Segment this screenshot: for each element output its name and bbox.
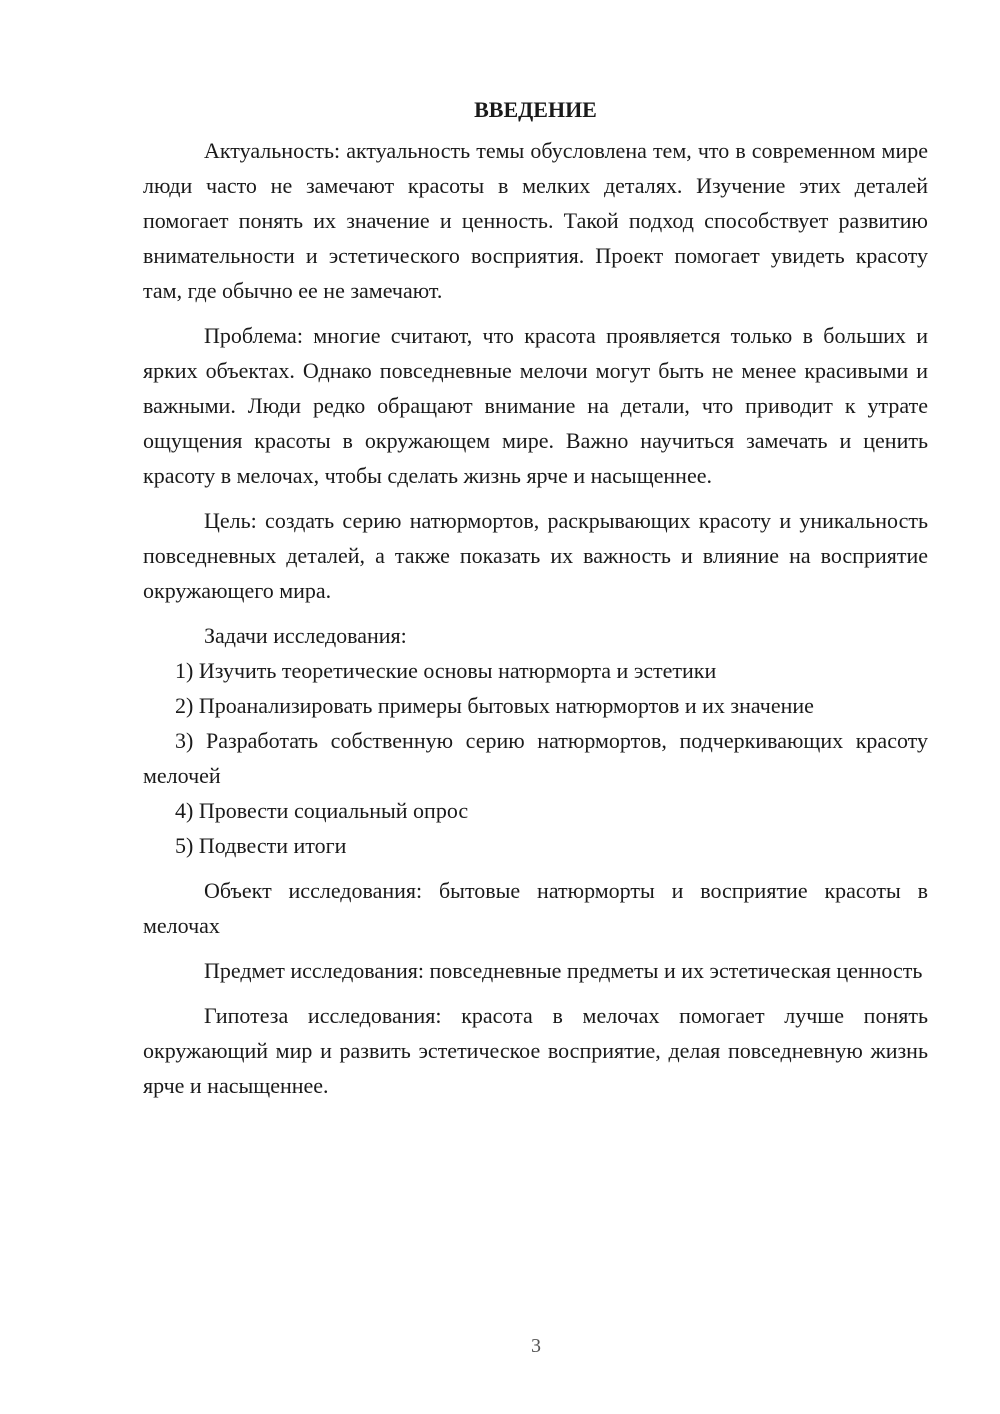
paragraph-object: Объект исследования: бытовые натюрморты и восприятие красоты в мелочах [143,878,928,938]
paragraph-subject: Предмет исследования: повседневные предметы и их эстетическая ценность [204,958,923,983]
paragraph-goal: Цель: создать серию натюрмортов, раскрывающих красоту и уникальность повседневных деталей, а также показать их важность и влияние на восприятие окружающего мира. [143,508,928,603]
page-number: 3 [531,1335,541,1357]
task-item-2: 2) Проанализировать примеры бытовых натюрмортов и их значение [175,693,814,718]
paragraph-relevance: Актуальность: актуальность темы обусловлена тем, что в современном мире люди часто не замечают красоты в мелких деталях. Изучение этих деталей помогает понять их значение и ценность. Такой подход способствует развитию внимательности и эстетического восприятия. Проект помогает увидеть красоту там, где обычно ее не замечают. [143,138,928,303]
paragraph-hypothesis: Гипотеза исследования: красота в мелочах помогает лучше понять окружающий мир и развить эстетическое восприятие, делая повседневную жизнь ярче и насыщеннее. [143,1003,928,1098]
task-item-3: 3) Разработать собственную серию натюрмортов, подчеркивающих красоту мелочей [143,728,928,788]
paragraph-problem: Проблема: многие считают, что красота проявляется только в больших и ярких объектах. Однако повседневные мелочи могут быть не менее красивыми и важными. Люди редко обращают внимание на детали, что приводит к утрате ощущения красоты в окружающем мире. Важно научиться замечать и ценить красоту в мелочах, чтобы сделать жизнь ярче и насыщеннее. [143,323,928,488]
section-title: ВВЕДЕНИЕ [474,97,597,122]
task-item-1: 1) Изучить теоретические основы натюрморта и эстетики [175,658,717,683]
task-item-4: 4) Провести социальный опрос [175,798,469,823]
task-item-5: 5) Подвести итоги [175,833,347,858]
tasks-heading: Задачи исследования: [204,623,407,648]
page-content [143,92,928,1103]
